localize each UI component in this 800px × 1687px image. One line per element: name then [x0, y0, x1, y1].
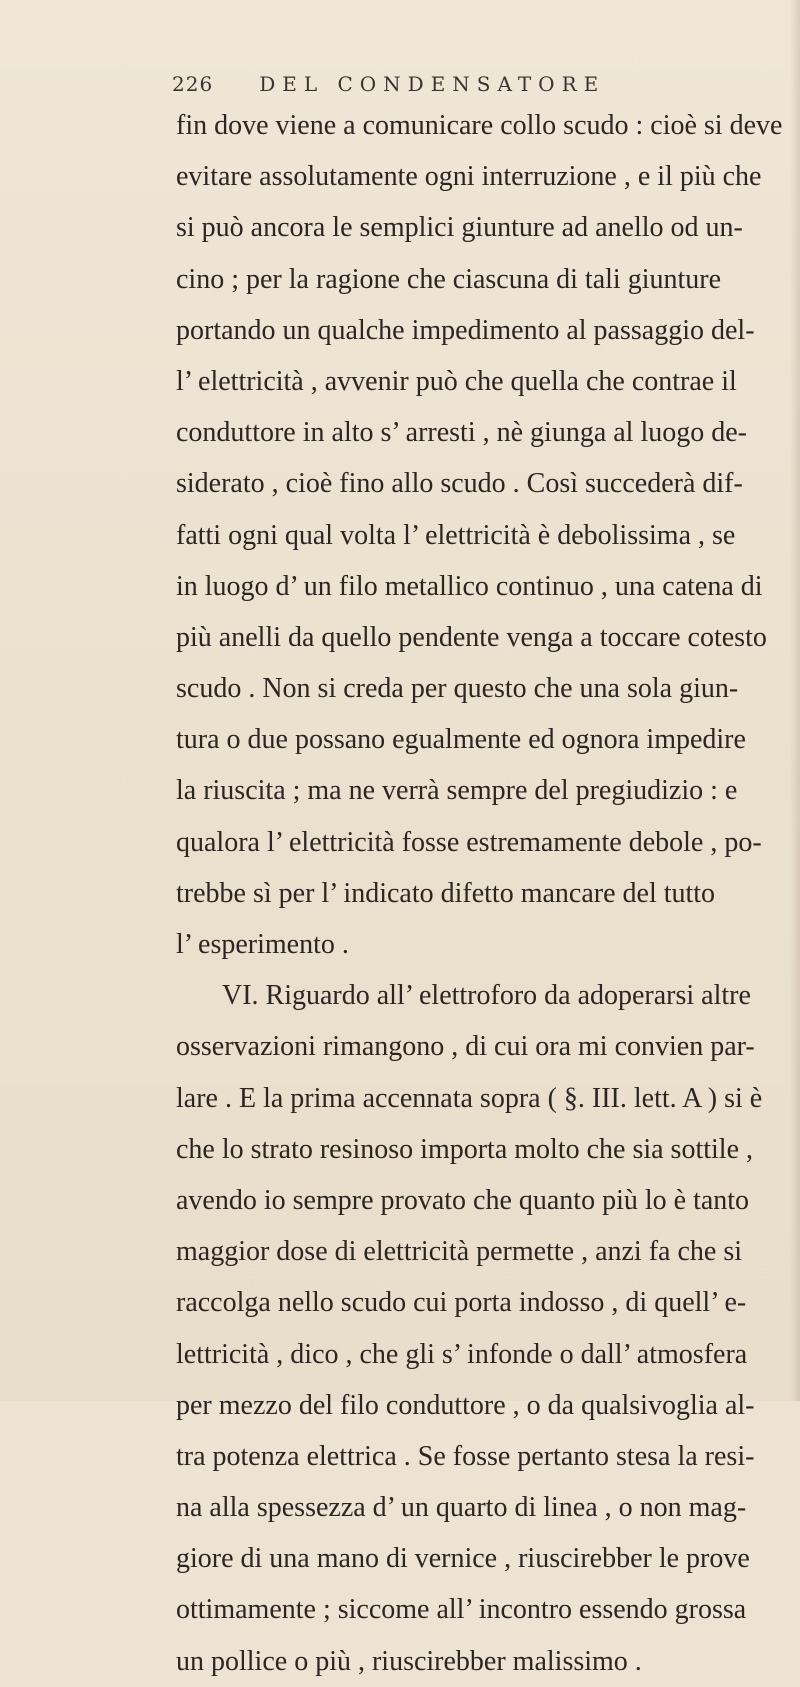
page-number: 226 [172, 72, 214, 96]
text-line: tra potenza elettrica . Se fosse pertanto stesa la resi- [176, 1440, 755, 1472]
text-line: giore di una mano di vernice , riuscirebber le prove [176, 1543, 750, 1575]
text-line: avendo io sempre provato che quanto più lo è tanto [176, 1184, 750, 1216]
text-line: portando un qualche impedimento al passaggio del- [176, 314, 755, 346]
text-line: che lo strato resinoso importa molto che sia sottile , [176, 1133, 753, 1165]
text-line: raccolga nello scudo cui porta indosso , di quell’ e- [176, 1287, 747, 1319]
text-line: maggior dose di elettricità permette , anzi fa che si [176, 1236, 742, 1268]
text-line: più anelli da quello pendente venga a toccare cotesto [176, 621, 767, 653]
text-line: qualora l’ elettricità fosse estremamente debole , po- [176, 826, 762, 858]
body-text [176, 100, 783, 1687]
text-line: trebbe sì per l’ indicato difetto mancare del tutto [176, 877, 716, 909]
text-line: si può ancora le semplici giunture ad anello od un- [176, 212, 743, 244]
text-line: l’ elettricità , avvenir può che quella che contrae il [176, 365, 737, 397]
text-line: siderato , cioè fino allo scudo . Così succederà dif- [176, 468, 743, 500]
text-line: fin dove viene a comunicare collo scudo : cioè si deve [176, 110, 783, 141]
text-line: fatti ogni qual volta l’ elettricità è debolissima , se [176, 519, 736, 551]
running-title: DEL CONDENSATORE [259, 72, 606, 96]
page-header [172, 72, 605, 96]
text-line: na alla spessezza d’ un quarto di linea , o non mag- [176, 1492, 747, 1524]
text-line: per mezzo del filo conduttore , o da qualsivoglia al- [176, 1389, 755, 1421]
text-line: evitare assolutamente ogni interruzione , e il più che [176, 161, 762, 193]
text-line: scudo . Non si creda per questo che una sola giun- [176, 673, 739, 705]
text-line: un pollice o più , riuscirebber malissimo . [176, 1645, 642, 1677]
text-line: tura o due possano egualmente ed ognora impedire [176, 724, 746, 756]
text-line: cino ; per la ragione che ciascuna di tali giunture [176, 263, 722, 295]
text-line: ottimamente ; siccome all’ incontro essendo grossa [176, 1594, 747, 1626]
text-line: la riuscita ; ma ne verrà sempre del pregiudizio : e [176, 775, 738, 807]
text-line: conduttore in alto s’ arresti , nè giunga al luogo de- [176, 417, 747, 449]
text-line: l’ esperimento . [176, 929, 349, 960]
text-line: in luogo d’ un filo metallico continuo , una catena di [176, 570, 763, 602]
text-line: lare . E la prima accennata sopra ( §. III. lett. A ) si è [176, 1082, 763, 1114]
paragraph-start-line: VI. Riguardo all’ elettroforo da adoperarsi altre [222, 980, 751, 1012]
text-line: lettricità , dico , che gli s’ infonde o dall’ atmosfera [176, 1338, 748, 1370]
text-line: osservazioni rimangono , di cui ora mi convien par- [176, 1031, 755, 1063]
